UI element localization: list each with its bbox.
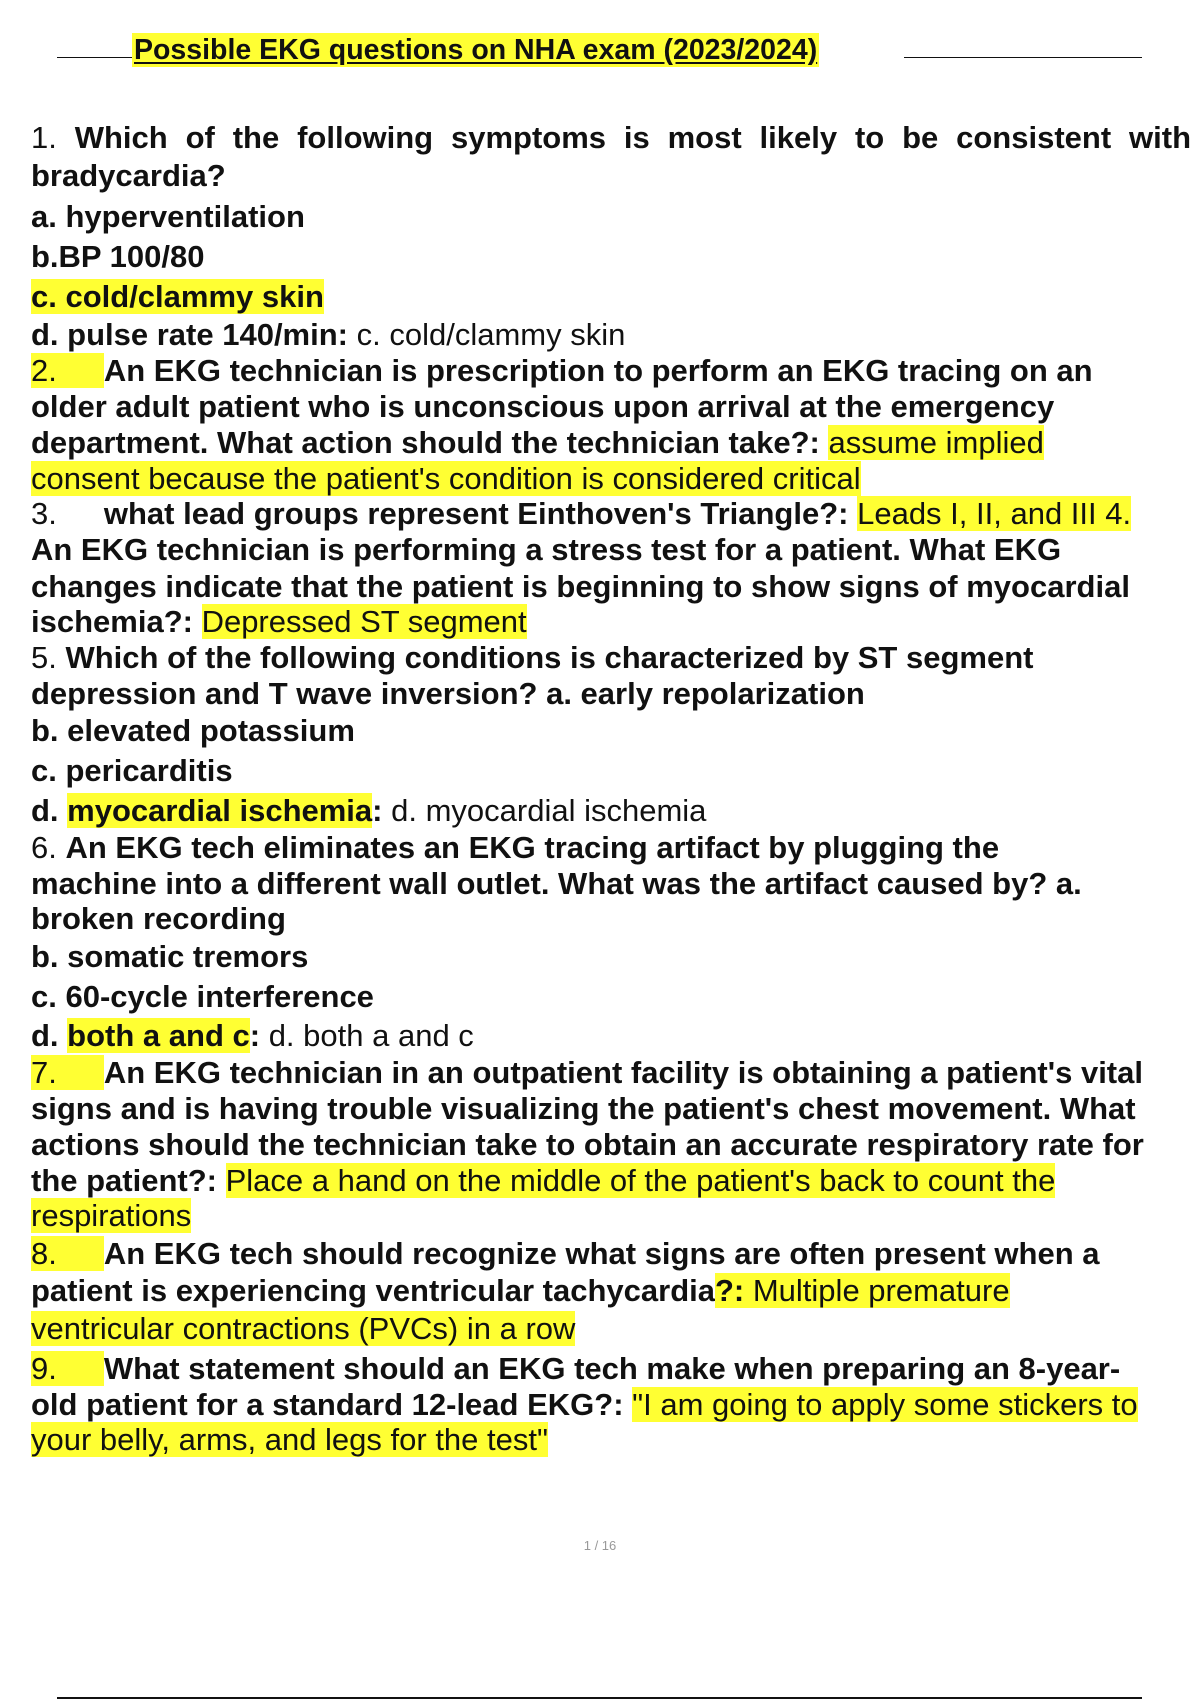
q2-question-b: older adult patient who is unconscious upon arrival at the emergency [31,389,1055,424]
q4-question-a: An EKG technician is performing a stress test for a patient. What EKG [31,532,1062,567]
q3-answer: Leads I, II, and III 4. [857,496,1132,531]
q8-line-3 [31,1311,575,1347]
q1-option-d-line [31,317,625,353]
q7-answer-a: Place a hand on the middle of the patient's back to count the [225,1163,1056,1198]
q9-question-a: What statement should an EKG tech make when preparing an 8-year- [103,1351,1121,1386]
q1-question-b: bradycardia? [31,158,226,193]
q1-answer: c. cold/clammy skin [348,317,626,352]
q1-option-c-highlight: c. cold/clammy skin [31,279,324,314]
q2-answer-a: assume implied [828,425,1044,460]
q6-option-d-prefix: d. [31,1018,68,1053]
q1-number: 1. [31,120,75,155]
q1-option-a: a. hyperventilation [31,199,305,234]
page-indicator: 1 / 16 [583,1538,617,1553]
q2-question-c: department. What action should the technician take?: [31,425,829,460]
q8-answer-b: ventricular contractions (PVCs) in a row [31,1311,576,1346]
q5-number: 5. [31,640,66,675]
q7-answer-b: respirations [31,1198,192,1233]
q1-option-b: b.BP 100/80 [31,239,205,274]
q2-question-a: An EKG technician is prescription to perform an EKG tracing on an [103,353,1093,388]
page-title: Possible EKG questions on NHA exam (2023/2024) [134,34,818,66]
q4-answer: Depressed ST segment [201,604,527,639]
q6-option-d-colon: : [249,1018,261,1053]
q2-line-4 [31,461,861,497]
q5-option-b: b. elevated potassium [31,713,355,748]
q9-line-2 [31,1387,1138,1423]
q4-question-b: changes indicate that the patient is beginning to show signs of myocardial [31,569,1130,604]
q5-option-d-colon: : [372,793,383,828]
q8-number: 8. [31,1236,104,1271]
q8-answer-a: Multiple premature [752,1273,1010,1308]
q7-line-4 [31,1163,1055,1199]
q5-option-d: myocardial ischemia [67,793,373,828]
q8-line-2 [31,1273,1010,1309]
q6-option-c: c. 60-cycle interference [31,979,374,1014]
q7-number: 7. [31,1055,104,1090]
q9-line-1 [31,1351,1120,1387]
q8-line-1 [31,1236,1099,1272]
q7-question-c: actions should the technician take to obtain an accurate respiratory rate for [31,1127,1144,1162]
q6-number: 6. [31,830,66,865]
q6-question-c: broken recording [31,901,286,936]
q5-answer: d. myocardial ischemia [382,793,707,828]
q4-line-3 [31,604,527,640]
q8-question-b-mark: ?: [714,1273,753,1308]
q6-option-b: b. somatic tremors [31,939,309,974]
q5-option-d-prefix: d. [31,793,68,828]
q5-line-1 [31,640,1033,676]
q9-answer-a: "I am going to apply some stickers to [632,1387,1138,1422]
q2-line-3 [31,425,1044,461]
q6-question-a: An EKG tech eliminates an EKG tracing artifact by plugging the [65,830,1000,865]
q2-answer-b: consent because the patient's condition is considered critical [31,461,861,496]
q1-option-c [31,279,324,315]
q1-line-1 [31,120,1191,156]
q9-line-3 [31,1422,548,1458]
q6-answer: d. both a and c [260,1018,474,1053]
q5-option-d-line [31,793,706,829]
q9-answer-b: your belly, arms, and legs for the test" [31,1422,548,1457]
q7-line-5 [31,1198,191,1234]
q1-question-a: Which of the following symptoms is most likely to be consistent with [74,120,1192,155]
q5-question-a: Which of the following conditions is characterized by ST segment [65,640,1034,675]
title-rule-left [57,57,133,58]
title-rule-right [904,57,1142,58]
q6-question-b: machine into a different wall outlet. What was the artifact caused by? a. [31,866,1082,901]
q4-question-c: ischemia?: [31,604,202,639]
q6-option-d-line [31,1018,474,1054]
q8-question-b: patient is experiencing ventricular tachycardia [31,1273,715,1308]
q6-line-1 [31,830,999,866]
q6-option-d: both a and c [67,1018,250,1053]
q9-question-b: old patient for a standard 12-lead EKG?: [31,1387,633,1422]
q3-line [31,496,1131,532]
q5-question-b: depression and T wave inversion? a. early repolarization [31,676,865,711]
bottom-rule [57,1697,1142,1699]
q7-line-1 [31,1055,1143,1091]
q2-line-1 [31,353,1093,389]
q7-question-b: signs and is having trouble visualizing the patient's chest movement. What [31,1091,1136,1126]
q2-number: 2. [31,353,104,388]
q5-option-c: c. pericarditis [31,753,233,788]
q9-number: 9. [31,1351,104,1386]
q3-number: 3. [31,496,57,531]
q8-question-a: An EKG tech should recognize what signs are often present when a [103,1236,1100,1271]
q3-question: what lead groups represent Einthoven's Triangle?: [103,496,858,531]
q7-question-d: the patient?: [31,1163,226,1198]
q1-option-d: d. pulse rate 140/min: [31,317,348,352]
q7-question-a: An EKG technician in an outpatient facility is obtaining a patient's vital [103,1055,1143,1090]
